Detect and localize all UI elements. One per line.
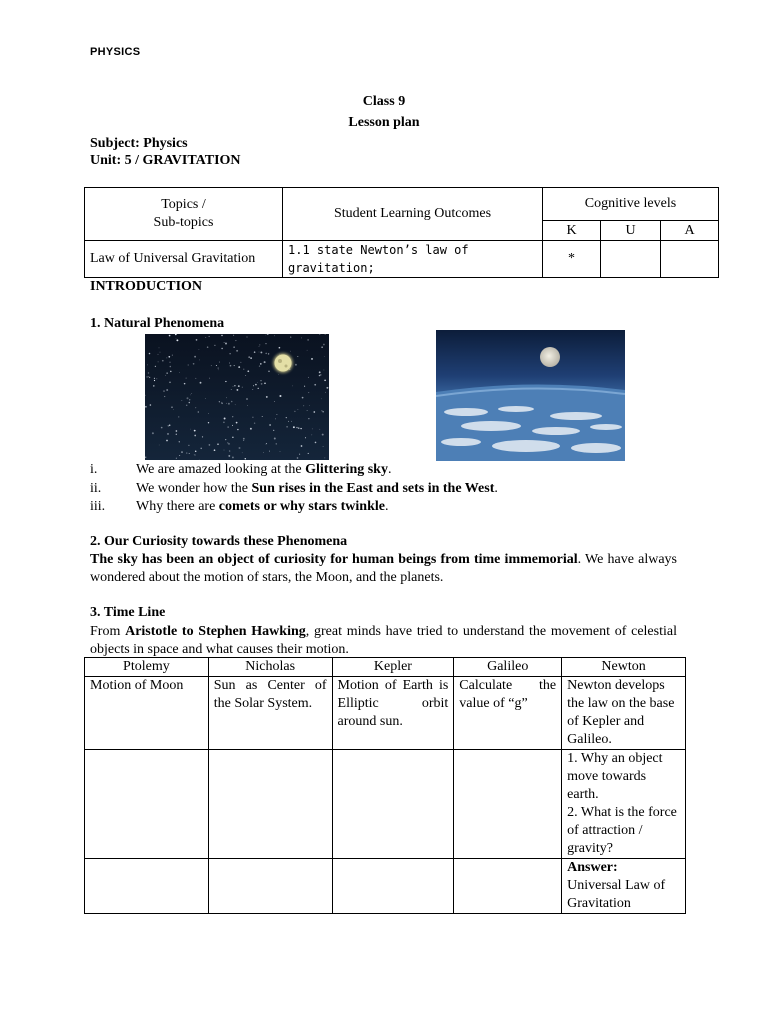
header-nicholas: Nicholas bbox=[208, 658, 332, 677]
section2-heading: 2. Our Curiosity towards these Phenomena bbox=[90, 534, 348, 549]
kepler-cell: Motion of Earth is Elliptic orbit around sun. bbox=[332, 677, 454, 750]
empty-cell bbox=[332, 859, 454, 914]
k-cell: * bbox=[543, 241, 601, 278]
ptolemy-cell: Motion of Moon bbox=[85, 677, 209, 750]
topic-cell: Law of Universal Gravitation bbox=[85, 241, 283, 278]
newton-answer-cell: Answer: Universal Law of Gravitation bbox=[562, 859, 686, 914]
empty-cell bbox=[454, 750, 562, 859]
phenomena-item-1: i. We are amazed looking at the Glittering sky. bbox=[90, 462, 392, 477]
newton-cell: Newton develops the law on the base of Kepler and Galileo. bbox=[562, 677, 686, 750]
section3-heading: 3. Time Line bbox=[90, 605, 166, 620]
timeline-table bbox=[84, 657, 686, 914]
section1-heading: 1. Natural Phenomena bbox=[90, 316, 225, 331]
slo-cell: 1.1 state Newton’s law of gravitation; bbox=[283, 241, 543, 278]
header-galileo: Galileo bbox=[454, 658, 562, 677]
phenomena-item-2: ii. We wonder how the Sun rises in the East and sets in the West. bbox=[90, 481, 498, 496]
empty-cell bbox=[85, 859, 209, 914]
nicholas-cell: Sun as Center of the Solar System. bbox=[208, 677, 332, 750]
topics-header: Topics / Sub-topics bbox=[85, 188, 283, 241]
header-ptolemy: Ptolemy bbox=[85, 658, 209, 677]
u-cell bbox=[601, 241, 661, 278]
newton-questions-cell: 1. Why an object move towards earth. 2. What is the force of attraction / gravity? bbox=[562, 750, 686, 859]
empty-cell bbox=[332, 750, 454, 859]
starry-sky-image bbox=[145, 334, 329, 460]
class-title: Class 9 bbox=[362, 94, 406, 109]
empty-cell bbox=[454, 859, 562, 914]
section2-paragraph: The sky has been an object of curiosity for human beings from time immemorial. We have always wondered about the motion of stars, the Moon, and the planets. bbox=[90, 552, 677, 585]
subject-line: Subject: Physics bbox=[90, 136, 188, 151]
a-cell bbox=[661, 241, 719, 278]
moon-over-earth-image bbox=[436, 330, 625, 461]
header-kepler: Kepler bbox=[332, 658, 454, 677]
galileo-cell: Calculate the value of “g” bbox=[454, 677, 562, 750]
empty-cell bbox=[208, 750, 332, 859]
running-header: PHYSICS bbox=[90, 46, 141, 58]
level-k: K bbox=[543, 221, 601, 241]
outcomes-table bbox=[84, 187, 719, 278]
empty-cell bbox=[208, 859, 332, 914]
level-a: A bbox=[661, 221, 719, 241]
lesson-plan-title: Lesson plan bbox=[348, 115, 420, 130]
slo-header: Student Learning Outcomes bbox=[283, 188, 543, 241]
empty-cell bbox=[85, 750, 209, 859]
phenomena-item-3: iii. Why there are comets or why stars twinkle. bbox=[90, 499, 389, 514]
header-newton: Newton bbox=[562, 658, 686, 677]
level-u: U bbox=[601, 221, 661, 241]
section3-paragraph: From Aristotle to Stephen Hawking, great minds have tried to understand the movement of celestial objects in space and what causes their motion. bbox=[90, 624, 677, 657]
cognitive-levels-header: Cognitive levels bbox=[543, 188, 719, 221]
introduction-heading: INTRODUCTION bbox=[90, 279, 203, 294]
unit-line: Unit: 5 / GRAVITATION bbox=[90, 153, 241, 168]
